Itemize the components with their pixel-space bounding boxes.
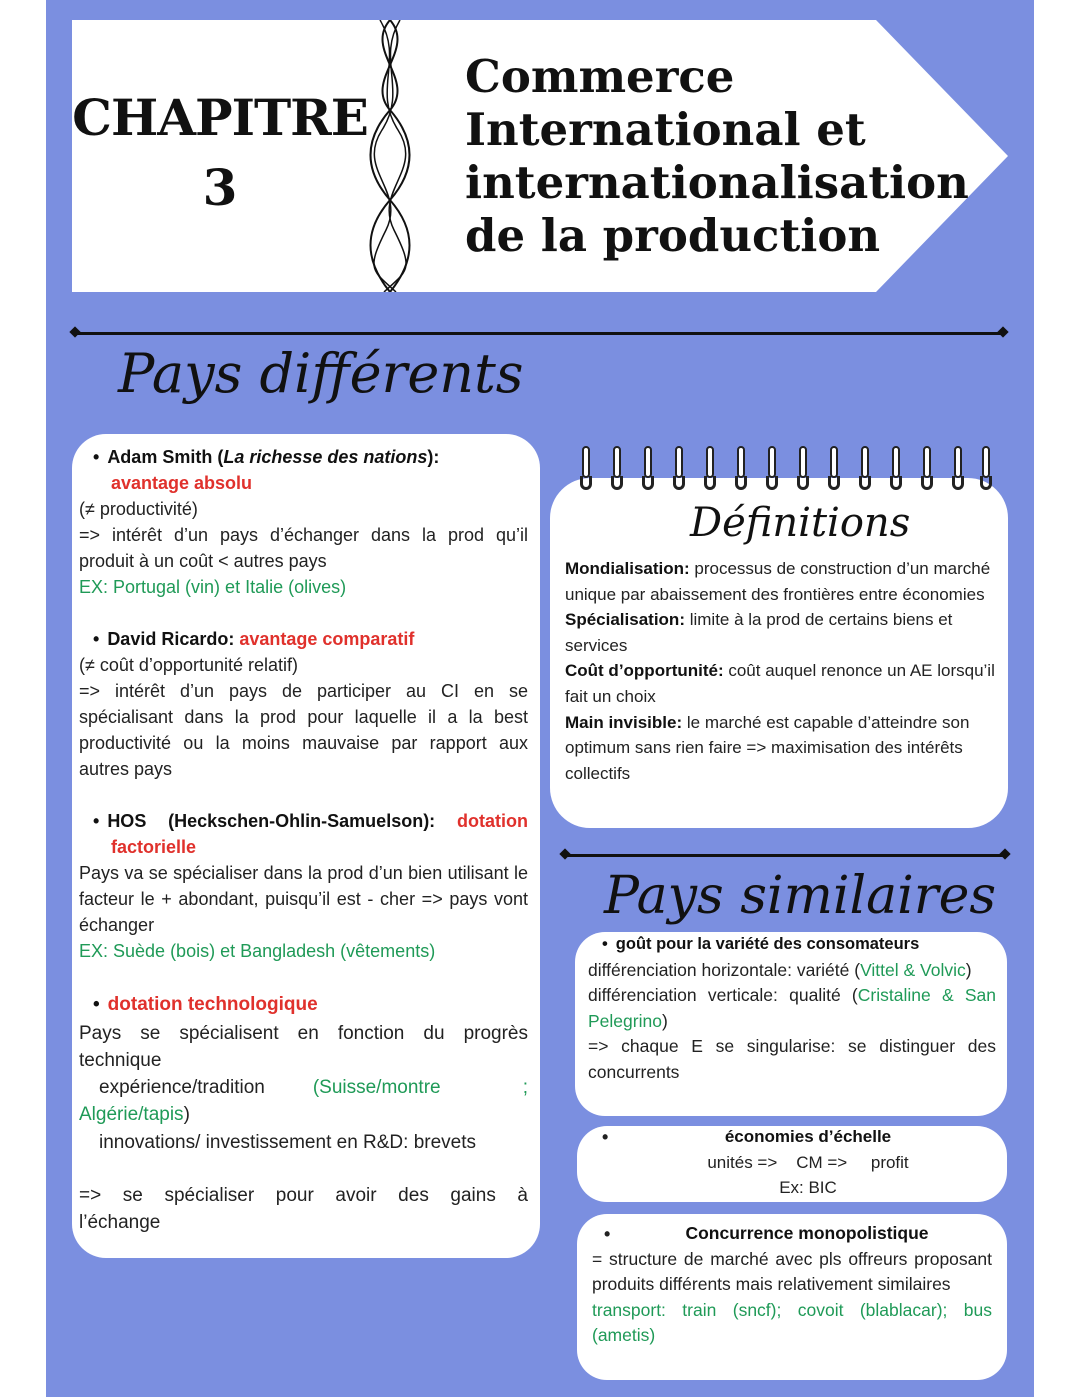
ring [980, 446, 992, 490]
concurrence-examples: transport: train (sncf); covoit (blablacar); bus (ametis) [592, 1299, 992, 1345]
ring [611, 446, 623, 490]
techno-line2: innovations/ investissement en R&D: brevets [99, 1132, 477, 1153]
chapter-title [465, 50, 969, 262]
list-item-smith: • Adam Smith (La richesse des nations): [93, 444, 528, 470]
definitions-list [565, 556, 995, 786]
chapter-word: CHAPITRE [72, 88, 368, 147]
chapter-number: 3 [202, 158, 238, 217]
techno-line1: expérience/tradition (Suisse/montre ; [99, 1077, 528, 1098]
smith-example: EX: Portugal (vin) et Italie (olives) [79, 577, 347, 597]
hos-example: EX: Suède (bois) et Bangladesh (vêtements) [79, 941, 436, 961]
echelle-bullet: • [602, 1127, 609, 1147]
echelle-flow: unités => CM => profit [707, 1152, 909, 1172]
ring [735, 446, 747, 490]
definition-main-invisible: Main invisible: le marché est capable d’atteindre son optimum sans rien faire => maximisation des intérêts collectifs [565, 712, 970, 783]
section-divider [74, 332, 1004, 335]
list-item-hos: • HOS (Heckschen-Ohlin-Samuelson): dotation factorielle [93, 808, 528, 860]
gout-title: • goût pour la variété des consomateurs [602, 932, 996, 958]
diff-verticale: différenciation verticale: qualité (Cristaline & San Pelegrino) [588, 985, 996, 1031]
ricardo-note: (≠ coût d’opportunité relatif) [79, 655, 298, 675]
ring [952, 446, 964, 490]
ring [890, 446, 902, 490]
list-item-techno: • dotation technologique [93, 990, 528, 1020]
concurrence-text: = structure de marché avec pls offreurs proposant produits différents mais relativement similaires [592, 1248, 992, 1294]
smith-text: => intérêt d’un pays d’échanger dans la prod qu’il produit à un coût < autres pays [79, 525, 528, 571]
concurrence-content [592, 1221, 992, 1349]
echelle-title: économies d’échelle [724, 1127, 892, 1146]
definition-specialisation: Spécialisation: limite à la prod de certains biens et services [565, 610, 953, 655]
title-line: de la production [465, 209, 881, 262]
ring [642, 446, 654, 490]
title-line: International et [465, 103, 866, 156]
ricardo-text: => intérêt d’un pays de participer au CI en se spécialisant dans la prod pour laquelle il a la best productivité ou la moins mauvaise par rapport aux autres pays [79, 681, 528, 779]
list-item-ricardo: • David Ricardo: avantage comparatif [93, 626, 528, 652]
pays-differents-content [79, 444, 528, 1236]
concept-avantage-absolu: avantage absolu [111, 473, 253, 493]
techno-line1-cont: Algérie/tapis) [79, 1104, 190, 1125]
section-heading-pays-similaires: Pays similaires [604, 866, 997, 926]
concurrence-bullet: • [604, 1224, 611, 1244]
section-divider [564, 854, 1006, 857]
definitions-heading: Définitions [690, 500, 911, 546]
smith-note: (≠ productivité) [79, 499, 198, 519]
definition-cout-opportunite: Coût d’opportunité: coût auquel renonce un AE lorsqu’il fait un choix [565, 661, 995, 706]
ring [704, 446, 716, 490]
echelle-example: Ex: BIC [779, 1178, 837, 1197]
gout-conclusion: => chaque E se singularise: se distinguer des concurrents [588, 1036, 996, 1082]
section-heading-pays-differents: Pays différents [118, 342, 524, 405]
title-line: Commerce [465, 50, 735, 103]
diff-horizontale: différenciation horizontale: variété (Vittel & Volvic) [588, 959, 972, 980]
techno-text: Pays se spécialisent en fonction du progrès technique [79, 1023, 528, 1071]
economies-echelle-content [610, 1124, 1006, 1201]
ring [580, 446, 592, 490]
ring [921, 446, 933, 490]
gout-variete-content [588, 932, 996, 1085]
hos-text: Pays va se spécialiser dans la prod d’un bien utilisant le facteur le + abondant, puisqu’il est - cher => pays vont échanger [79, 863, 528, 935]
ring [797, 446, 809, 490]
ring [766, 446, 778, 490]
ring [859, 446, 871, 490]
ring [673, 446, 685, 490]
title-line: internationalisation [465, 156, 969, 209]
ring [828, 446, 840, 490]
definition-mondialisation: Mondialisation: processus de construction d’un marché unique par abaissement des frontières entre économies [565, 559, 991, 604]
chapter-label [72, 88, 368, 228]
twisted-rope-divider [364, 20, 416, 292]
techno-conclusion: => se spécialiser pour avoir des gains à l’échange [79, 1185, 528, 1233]
concurrence-title: Concurrence monopolistique [685, 1223, 929, 1243]
